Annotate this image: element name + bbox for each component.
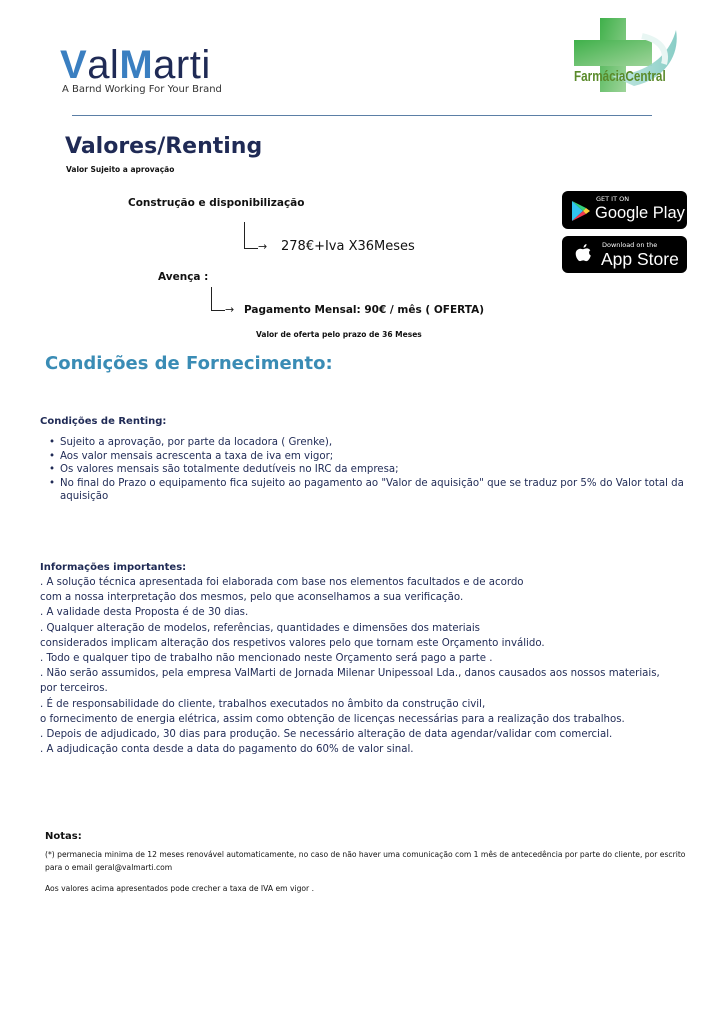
app-store-badge[interactable]	[562, 236, 687, 273]
pricing-title: Valores/Renting	[65, 134, 263, 159]
info-line: . A solução técnica apresentada foi elaborada com base nos elementos facultados e de acordo	[40, 577, 524, 588]
app-store-small-text: Download on the	[602, 241, 658, 249]
apple-icon	[573, 242, 593, 266]
logo-tagline: A Barnd Working For Your Brand	[62, 84, 222, 95]
info-line: por terceiros.	[40, 683, 108, 695]
note-vat: Aos valores acima apresentados pode crecher a taxa de IVA em vigor .	[45, 884, 314, 893]
build-value: 278€+Iva X36Meses	[281, 239, 415, 254]
offer-note: Valor de oferta pelo prazo de 36 Meses	[256, 330, 422, 339]
partner-wordmark: FarmáciaCentral	[574, 68, 666, 85]
logo-letter-v: V	[60, 43, 88, 87]
list-item: • Os valores mensais são totalmente dedutíveis no IRC da empresa;	[47, 463, 687, 477]
google-play-badge[interactable]	[562, 191, 687, 229]
logo-letters-al: al	[87, 43, 120, 87]
build-label: Construção e disponibilização	[128, 197, 305, 209]
info-line: . Depois de adjudicado, 30 dias para produção. Se necessário alteração de data agendar/validar com comercial.	[40, 729, 613, 741]
arrow-right-icon: →	[258, 240, 268, 253]
info-body	[40, 575, 690, 757]
google-play-big-text: Google Play	[595, 204, 685, 222]
list-item: • Sujeito a aprovação, por parte da locadora ( Grenke),	[47, 436, 687, 450]
pricing-subtitle: Valor Sujeito a aprovação	[66, 165, 175, 174]
info-title: Informações importantes:	[40, 562, 187, 573]
google-play-icon	[571, 200, 591, 222]
renting-conditions-list	[47, 436, 687, 504]
info-line: com a nossa interpretação dos mesmos, pelo que aconselhamos a sua verificação.	[40, 592, 464, 604]
renting-title: Condições de Renting:	[40, 416, 167, 427]
info-line: . Não serão assumidos, pela empresa ValMarti de Jornada Milenar Unipessoal Lda., danos causados aos nossos materiais,	[40, 668, 660, 680]
logo-letters-arti: arti	[153, 43, 211, 87]
info-line: . Qualquer alteração de modelos, referências, quantidades e dimensões dos materiais	[40, 622, 480, 634]
app-store-big-text: App Store	[601, 249, 679, 269]
notes-title: Notas:	[45, 831, 82, 842]
partner-logo	[572, 16, 682, 98]
connector-line	[211, 287, 225, 311]
logo-wordmark	[60, 44, 222, 86]
info-line: . É de responsabilidade do cliente, trabalhos executados no âmbito da construção civil,	[40, 698, 486, 710]
info-line: . Todo e qualquer tipo de trabalho não mencionado neste Orçamento será pago a parte .	[40, 653, 493, 665]
green-cross-icon	[572, 16, 682, 98]
info-line: . A validade desta Proposta é de 30 dias.	[40, 607, 249, 619]
header-divider	[72, 115, 652, 116]
logo-letter-m: M	[119, 43, 154, 87]
valmarti-logo	[60, 44, 222, 95]
info-line: considerados implicam alteração dos respetivos valores pelo que tornam este Orçamento inválido.	[40, 637, 545, 649]
info-line: o fornecimento de energia elétrica, assim como obtenção de licenças necessárias para a realização dos trabalhos.	[40, 713, 625, 725]
avenca-label: Avença :	[158, 271, 209, 283]
notes-body	[45, 849, 690, 896]
google-play-small-text: GET IT ON	[596, 195, 630, 203]
list-item: • No final do Prazo o equipamento fica sujeito ao pagamento ao "Valor de aquisição" que se traduz por 5% do Valor total da aquisição	[47, 477, 687, 504]
conditions-title: Condições de Fornecimento:	[45, 353, 333, 374]
arrow-right-icon: →	[225, 303, 235, 316]
connector-line	[244, 222, 258, 249]
note-permanence: (*) permanecia minima de 12 meses renovável automaticamente, no caso de não haver uma comunicação com 1 mês de antecedência por parte do cliente, por escrito para o email geral@valmarti.com	[45, 850, 686, 872]
info-line: . A adjudicação conta desde a data do pagamento do 60% de valor sinal.	[40, 744, 414, 756]
avenca-value: Pagamento Mensal: 90€ / mês ( OFERTA)	[244, 304, 485, 316]
list-item: • Aos valor mensais acrescenta a taxa de iva em vigor;	[47, 450, 687, 464]
